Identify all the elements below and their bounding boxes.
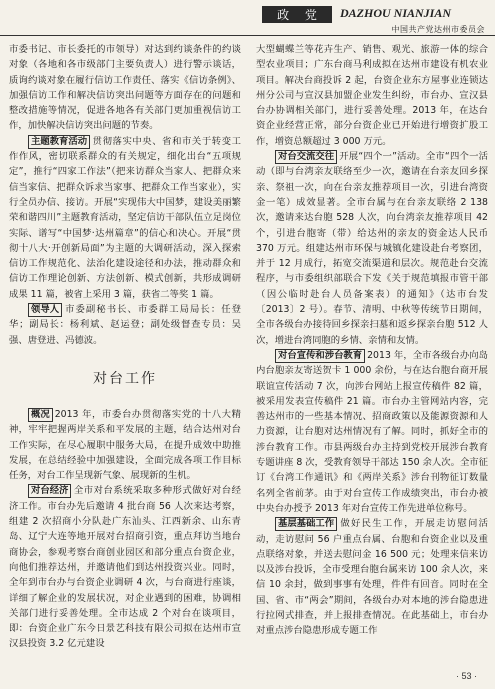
paragraph-exchange bbox=[256, 149, 488, 348]
section-label: 政 党 bbox=[262, 6, 332, 23]
subhead-tag: 主题教育活动 bbox=[28, 135, 90, 149]
paragraph-theme-education bbox=[9, 134, 241, 302]
subhead-tag: 对台交流交往 bbox=[275, 150, 337, 164]
paragraph-text: 市委副秘书长、市委群工局局长：任登华；副局长：杨利斌、赵运登；副处级督查专员：吴强、唐登进、冯德波。 bbox=[9, 304, 241, 346]
paragraph-text: 开展“四个一”活动。全市“四个一活动（即与台湾亲友联络至少一次，邀请在台亲友回乡探亲、祭祖一次，向在台亲友推荐项目一次，引进台湾资金一笔）成效显著。全市台属与在台亲友联络 2 138 次，邀请来达台胞 528 人次，向台湾亲友推荐项目 42 个，引进台胞寄（带）给达州的亲友的资金达人民币 370 万元。组建达州市环保与城镇化建设赴台考察团，并于 12 月成行，拓宽交流渠道和层次。规范赴台交流程序，与市委组织部联合下发《关于规范填报市管干部（因公临时赴台人员备案表）的通知》（达市台发〔2013〕2 号）。春节、清明、中秋等传统节日期间，全市各级台办接待回乡探亲扫墓和返乡探亲台胞 512 人次，增进台湾同胞的乡情、亲情和友情。 bbox=[256, 151, 488, 346]
right-column bbox=[256, 42, 488, 639]
paragraph-overview bbox=[9, 407, 241, 483]
paragraph: 市委书记、市长委托的市领导）对达到约谈条件的约谈对象（各地和各市级部门主要负责人）进行警示谈话，质询约谈对象在履行信访工作责任、落实《信访条例》、加强信访工作和解决信访突出问题等方面存在的问题和整改措施等情况，促进各地各有关部门更加重视信访工作，加快解决信访突出问题的节奏。 bbox=[9, 44, 241, 132]
paragraph-leaders bbox=[9, 302, 241, 348]
magazine-subtitle-cn: 中国共产党达州市委员会 bbox=[391, 25, 485, 34]
subhead-tag: 对台宣传和涉台教育 bbox=[275, 349, 365, 363]
paragraph-text: 2013 年，全市各级台办向岛内台胞亲友寄送贺卡 1 000 余份，与在达台胞台商开展联谊宣传活动 7 次，向涉台网站上报宣传稿件 82 篇，被采用发表宣传稿件 21 篇。市台办主管网站内容，完善达州市的一些基本情况、招商政策以及能源资源和人力资源，让台胞对达州情况有了解。同时，抓好全市的涉台教育工作。市县两级台办主持到党校开展涉台教育专题讲座 8 次，受教育领导干部达 150 余人次。全市征订《台湾工作通讯》和《两岸关系》涉台刊物征订数量名列全省前茅。由于对台宣传工作成绩突出，市台办被中央台办授予 2013 年对台宣传工作先进单位称号。 bbox=[256, 349, 488, 514]
paragraph-text: 2013 年，市委台办贯彻落实党的十八大精神，牢牢把握两岸关系和平发展的主题，结合达州对台工作实际，在尽心履职中服务大局，在提升成效中助推发展，在总结经验中加强建设，全面完成各项工作目标任务，对台工作呈现新气象、展现新的生机。 bbox=[9, 408, 241, 482]
paragraph: 大型蝴蝶兰等花卉生产、销售、观光、旅游一体的综合型农业项目；广东台商马利成拟在达州市建设有机农业项目。解决台商投诉 2 起，台资企业东方屋事业连锁达州分公司与宣汉县加盟企业发生纠纷，市台办、宣汉县台办协调相关部门，进行妥善处理。2013 年，在达台资企业经营正常，部分台资企业已开始进行增资扩股工作，增资总额超过 3 000 万元。 bbox=[256, 44, 488, 147]
paragraph-text: 做好民生工作，开展走访慰问活动，走访慰问 56 户重点台属、台胞和台资企业以及重点联络对象，并送去慰问金 16 500 元；处理来信来访以及涉台投诉，全市受理台胞台属来访 100 余人次，来信 10 余封，做到事事有处理，件件有回音。同时在全国、省、市“两会”期间，各级台办对本地的涉台隐患进行拉网式排查，并上报排查情况。在此基础上，市台办对重点涉台隐患形成专题工作 bbox=[256, 518, 488, 637]
section-title: 对台工作 bbox=[93, 370, 157, 387]
paragraph-text: 贯彻落实中央、省和市关于转变工作作风，密切联系群众的有关规定，细化出台“五项规定”，推行“四家工作法”（把来访群众当家人、把群众来信当家信、把群众诉求当家事、把群众工作当家业），实行全员办信、接访。开展“实现伟大中国梦，建设美丽繁荣和谐四川”主题教育活动，坚定信访干部队伍立足岗位实际、谱写“中国梦·达州篇章”的信心和决心。开展“贯彻十八大·开创新局面”为主题的大调研活动，深入探索信访工作规范化、法治化建设途径和办法，推动群众和信访工作理论创新、方法创新、模式创新，共形成调研成果 11 篇，被省上采用 3 篇，获省二等奖 1 篇。 bbox=[9, 135, 241, 300]
page-header bbox=[0, 0, 495, 40]
subhead-tag: 基层基础工作 bbox=[275, 517, 337, 531]
subhead-tag: 领导人 bbox=[28, 303, 62, 317]
magazine-title-en: DAZHOU NIANJIAN bbox=[340, 6, 452, 20]
paragraph-text: 全市对台系统采取多种形式做好对台经济工作。市台办先后邀请 4 批台商 56 人次来达考察，组建 2 次招商小分队赴广东汕头、江西新余、山东青岛、辽宁大连等地开展对台招商引资，重点拜访当地台商协会，参观考察台商创业园区和部分重点台资企业，向他们推荐达州，并邀请他们到达州投资兴业。同时，全年到市台办与台资企业调研 4 次，与台商进行座谈，详细了解企业的发展状况，对企业遇到的困难，协调相关部门进行妥善处理。全市达成 2 个对台在谈项目，即：台资企业广东今日景艺科技有限公司拟在达州市宣汉县投资 3.2 亿元建设 bbox=[9, 485, 241, 650]
left-column bbox=[9, 42, 241, 652]
header-rule bbox=[0, 35, 495, 36]
page-number: · 53 · bbox=[455, 671, 477, 681]
subhead-tag: 概况 bbox=[28, 408, 53, 422]
paragraph-grassroots bbox=[256, 516, 488, 638]
paragraph-economy bbox=[9, 483, 241, 651]
paragraph-publicity bbox=[256, 348, 488, 516]
subhead-tag: 对台经济 bbox=[28, 484, 71, 498]
